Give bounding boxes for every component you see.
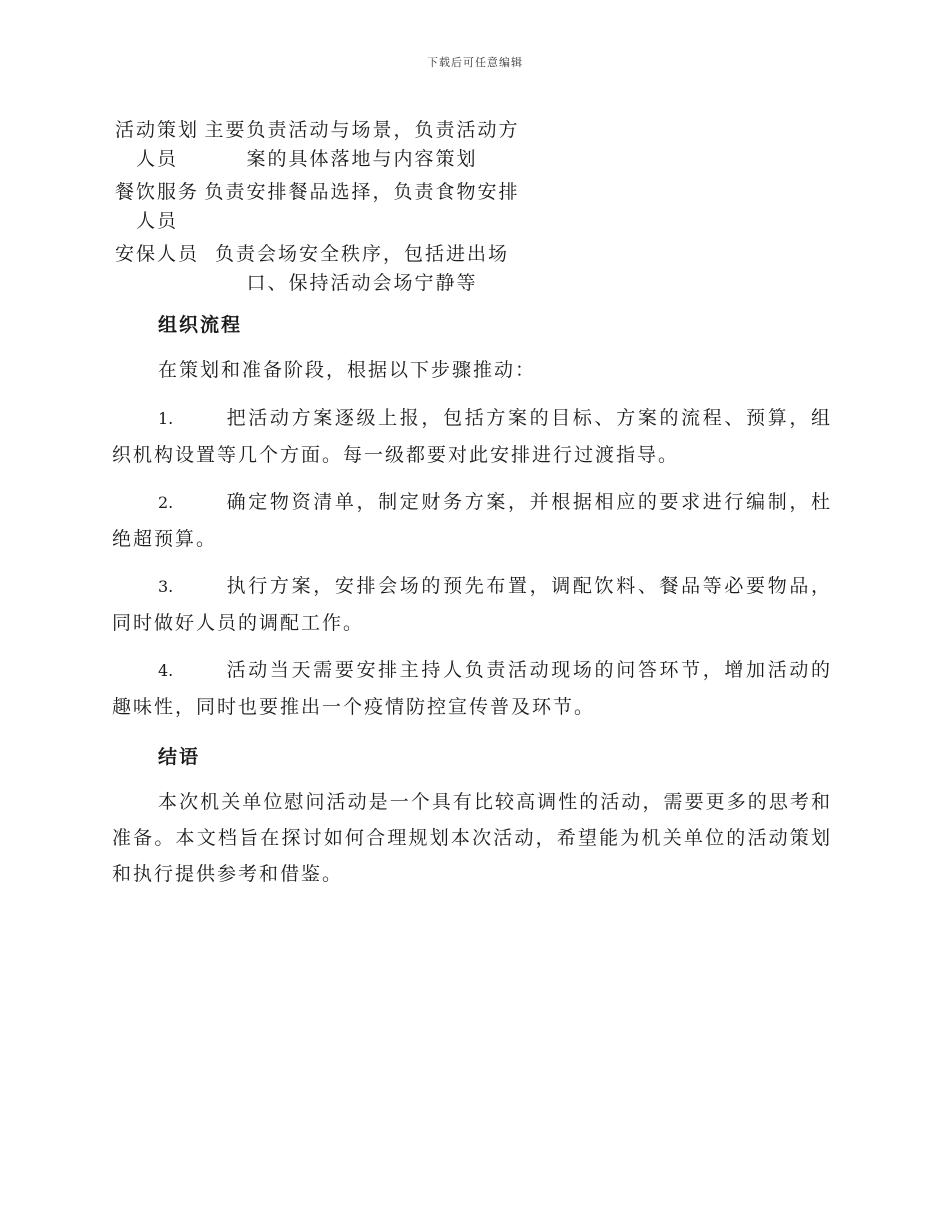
list-item bbox=[112, 400, 832, 473]
section-heading-conclusion: 结语 bbox=[158, 746, 201, 768]
list-number: 4. bbox=[158, 661, 174, 680]
conclusion-paragraph: 本次机关单位慰问活动是一个具有比较高调性的活动，需要更多的思考和准备。本文档旨在探讨如何合理规划本次活动，希望能为机关单位的活动策划和执行提供参考和借鉴。 bbox=[112, 791, 832, 885]
table-row bbox=[112, 240, 522, 302]
role-description: 负责安排餐品选择，负责食物安排 bbox=[204, 181, 520, 203]
section-heading-process: 组织流程 bbox=[158, 314, 243, 336]
role-description: 负责会场安全秩序，包括进出场口、保持活动会场宁静等 bbox=[214, 243, 509, 294]
list-item-text: 把活动方案逐级上报，包括方案的目标、方案的流程、预算，组织机构设置等几个方面。每一级都要对此安排进行过渡指导。 bbox=[112, 407, 832, 466]
list-item bbox=[112, 652, 832, 725]
list-number: 3. bbox=[158, 577, 174, 596]
page-header: 下载后可任意编辑 bbox=[427, 56, 523, 69]
list-item-text: 确定物资清单，制定财务方案，并根据相应的要求进行编制，杜绝超预算。 bbox=[112, 491, 832, 550]
list-item bbox=[112, 568, 832, 641]
process-intro: 在策划和准备阶段，根据以下步骤推动： bbox=[158, 359, 537, 381]
list-number: 2. bbox=[158, 493, 174, 512]
list-item-text: 活动当天需要安排主持人负责活动现场的问答环节，增加活动的趣味性，同时也要推出一个疫情防控宣传普及环节。 bbox=[112, 659, 832, 718]
list-item bbox=[112, 484, 832, 557]
role-table bbox=[112, 116, 522, 302]
role-name: 安保人员 bbox=[114, 243, 199, 265]
table-row bbox=[112, 178, 522, 240]
role-description: 主要负责活动与场景，负责活动方案的具体落地与内容策划 bbox=[204, 119, 520, 170]
list-item-text: 执行方案，安排会场的预先布置，调配饮料、餐品等必要物品，同时做好人员的调配工作。 bbox=[112, 575, 832, 634]
role-name: 餐饮服务人员 bbox=[114, 181, 199, 232]
role-name: 活动策划人员 bbox=[114, 119, 199, 170]
table-row bbox=[112, 116, 522, 178]
list-number: 1. bbox=[158, 409, 174, 428]
